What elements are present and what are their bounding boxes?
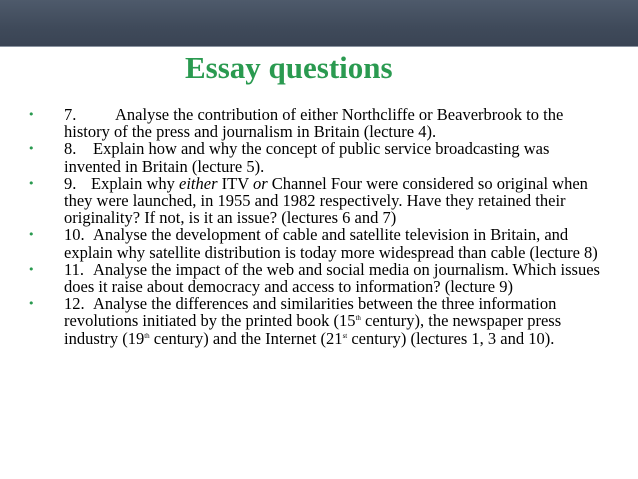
slide-header-bar [0, 0, 638, 46]
superscript: th [144, 331, 150, 340]
question-text-part: Analyse the differences and similarities between the three information revolutions initiated by the printed book (15 [64, 294, 557, 331]
question-9 [28, 175, 608, 227]
bullet-icon: • [28, 142, 35, 156]
question-text-emphasis: or [252, 173, 268, 193]
question-text-part: century) (lectures 1, 3 and 10). [347, 328, 555, 348]
bullet-icon: • [28, 297, 35, 311]
question-number: 8. [64, 139, 77, 159]
bullet-icon: • [28, 262, 35, 276]
question-number: 12. [64, 294, 85, 314]
question-number: 11. [64, 259, 85, 279]
question-list [28, 106, 608, 347]
superscript: th [355, 314, 361, 323]
slide-title: Essay questions [185, 50, 393, 85]
question-number: 10. [64, 225, 85, 245]
question-text-part: century) and the Internet (21 [149, 328, 343, 348]
question-text-emphasis: either [179, 173, 218, 193]
question-11 [28, 261, 608, 295]
slide-header-divider [0, 46, 638, 47]
question-text-part: Explain why [91, 173, 179, 193]
bullet-icon: • [28, 108, 35, 121]
question-number: 7. [64, 105, 77, 124]
question-text-part: Channel Four were considered so original when they were launched, in 1955 and 1982 respectively. Have they retained their originality? If not, is it an issue? (lectures 6 and 7) [64, 173, 588, 228]
question-7 [28, 106, 608, 140]
question-number: 9. [64, 173, 77, 193]
question-12 [28, 295, 608, 347]
question-10 [28, 226, 608, 260]
bullet-icon: • [28, 176, 35, 190]
question-text: Analyse the development of cable and satellite television in Britain, and explain why satellite distribution is today more widespread than cable (lecture 8) [64, 225, 598, 262]
question-text: Analyse the contribution of either Northcliffe or Beaverbrook to the history of the press and journalism in Britain (lecture 4). [64, 105, 564, 142]
question-8 [28, 140, 608, 174]
superscript: st [342, 331, 348, 340]
question-text: Analyse the impact of the web and social media on journalism. Which issues does it raise about democracy and access to information? (lecture 9) [64, 259, 600, 297]
bullet-icon: • [28, 228, 35, 242]
question-text-part: ITV [217, 173, 253, 193]
question-text-part: century), the newspaper press industry (19 [64, 311, 562, 348]
question-text: Explain how and why the concept of public service broadcasting was invented in Britain (lecture 5). [64, 139, 550, 176]
